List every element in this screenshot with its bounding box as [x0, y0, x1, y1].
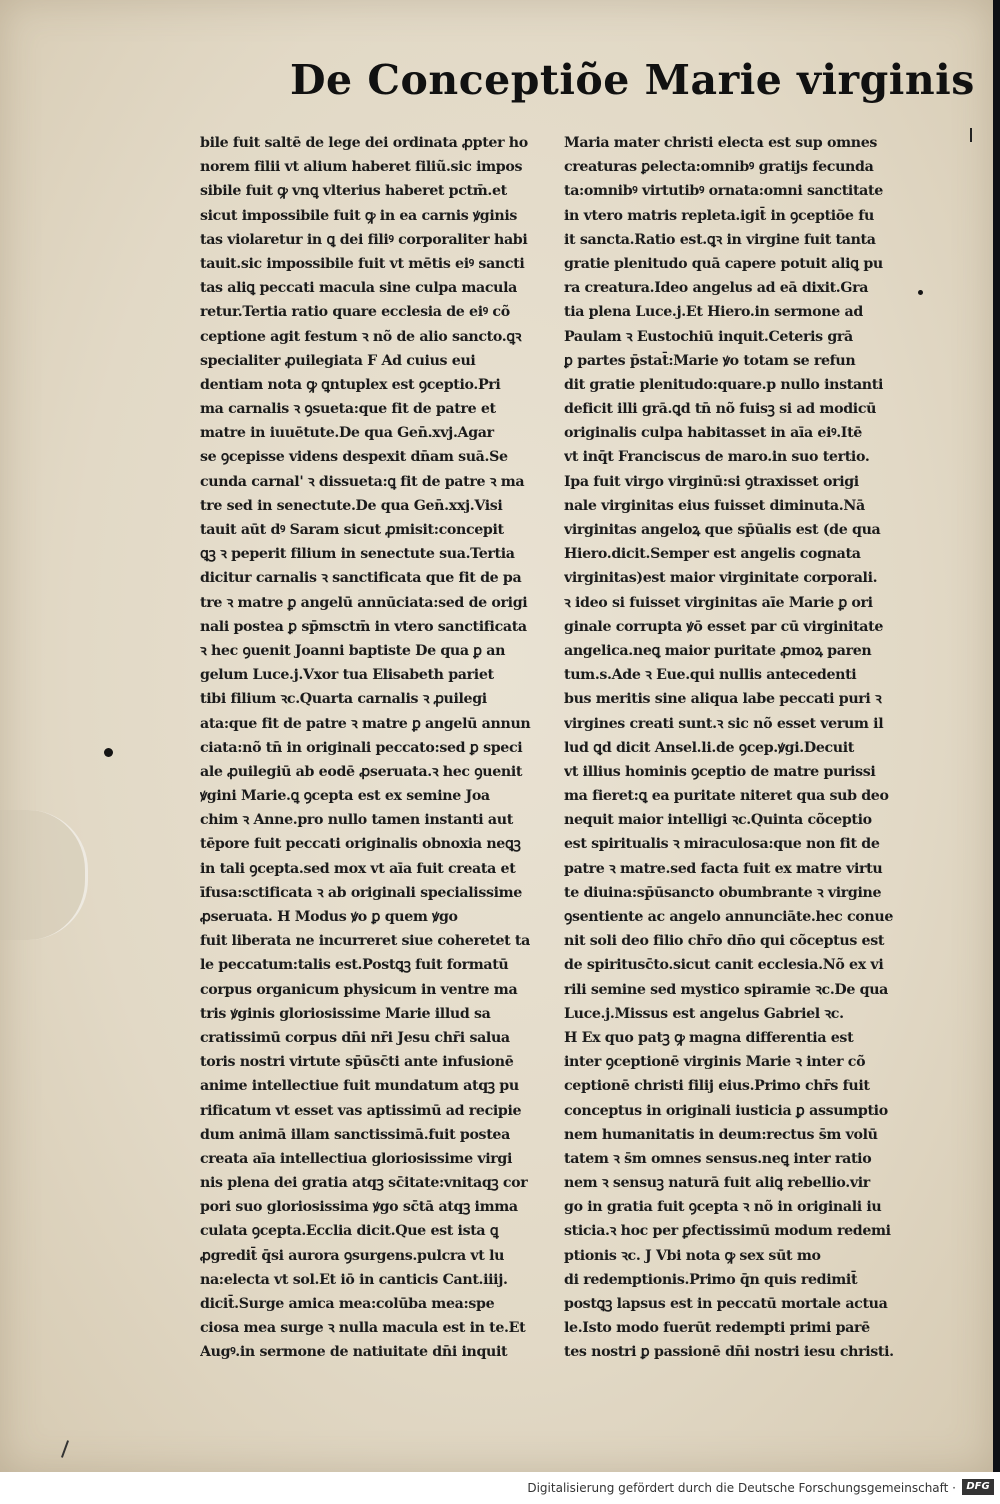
text-line: tibi filium ꝛc.Quarta carnalis ꝛ ꝓuilegi — [200, 691, 487, 708]
text-line: ra creatura.Ideo angelus ad eā dixit.Gra — [564, 280, 869, 297]
text-line: ptionis ꝛc. J Vbi nota ꝙ sex sūt mo — [564, 1247, 821, 1264]
margin-mark — [970, 128, 972, 142]
dfg-logo: DFG — [962, 1479, 994, 1495]
text-line: nale virginitas eius fuisset diminuta.Nā — [564, 497, 865, 514]
text-line: vt inq̄t Franciscus de maro.in suo tertio. — [564, 449, 870, 466]
text-line: tris ꝟginis gloriosissime Marie illud sa — [200, 1005, 491, 1022]
text-line: tre ꝛ matre ꝑ angelū annūciata:sed de origi — [200, 594, 528, 611]
text-line: Luce.j.Missus est angelus Gabriel ꝛc. — [564, 1005, 844, 1022]
text-line: nem ꝛ sensuꝫ naturā fuit aliꝗ rebellio.vir — [564, 1175, 870, 1192]
text-line: cunda carnal' ꝛ dissueta:ꝗ fit de patre ꝛ ma — [200, 473, 525, 490]
text-line: sibile fuit ꝙ vnꝗ vlterius haberet pctm̄.et — [200, 183, 507, 200]
text-line: deficit illi grā.ꝗd tn̄ nõ fuisꝫ si ad modicū — [564, 401, 877, 418]
scan-edge — [993, 0, 1000, 1472]
text-line: di redemptionis.Primo q̄n quis redimit̄ — [564, 1271, 858, 1288]
text-line: ꝯsentiente ac angelo annunciāte.hec conue — [564, 909, 893, 925]
text-line: dicit̄.Surge amica mea:colūba mea:spe — [200, 1296, 495, 1312]
text-line: tas aliꝗ peccati macula sine culpa macula — [200, 280, 518, 297]
text-line: ta:omnibꝰ virtutibꝰ ornata:omni sanctitate — [564, 183, 883, 200]
text-line: toris nostri virtute sp̄ūsc̄ti ante infusionē — [200, 1054, 514, 1071]
text-line: virginitas angeloꝝ que sp̄ūalis est (de qua — [564, 522, 881, 538]
text-line: te diuina:sp̄ūsancto obumbrante ꝛ virgine — [564, 884, 882, 901]
text-line: ciata:nõ tn̄ in originali peccato:sed ꝑ speci — [200, 739, 523, 756]
text-line: de spiritusc̄to.sicut canit ecclesia.Nõ ex vi — [564, 957, 884, 974]
text-line: inter ꝯceptionē virginis Marie ꝛ inter cõ — [564, 1054, 866, 1071]
margin-dot — [918, 290, 923, 295]
text-line: na:electa vt sol.Et iō in canticis Cant.iiij. — [200, 1271, 508, 1288]
text-line: bile fuit saltē de lege dei ordinata ꝓpter ho — [200, 135, 528, 151]
text-line: ale ꝓuilegiū ab eodē ꝓseruata.ꝛ hec ꝯuenit — [200, 763, 523, 780]
footer-bar — [0, 1472, 1000, 1504]
pencil-mark — [61, 1440, 69, 1458]
text-line: norem filii vt alium haberet filiũ.sic impos — [200, 159, 523, 176]
margin-dot — [104, 748, 113, 757]
footer-credit: Digitalisierung gefördert durch die Deutsche Forschungsgemeinschaft · — [527, 1481, 956, 1495]
text-line: ata:que fit de patre ꝛ matre ꝑ angelū annun — [200, 715, 531, 732]
text-line: tauit aūt dꝰ Saram sicut ꝓmisit:concepit — [200, 522, 504, 538]
paper-clip-shadow — [0, 810, 88, 940]
text-line: rificatum vt esset vas aptissimū ad recipie — [200, 1102, 522, 1119]
text-line: angelica.neꝗ maior puritate ꝓmoꝝ paren — [564, 642, 872, 659]
text-line: H Ex quo patꝫ ꝙ magna differentia est — [564, 1029, 854, 1046]
text-line: ꝛ hec ꝯuenit Joanni baptiste De qua ꝑ an — [200, 642, 506, 659]
text-line: retur.Tertia ratio quare ecclesia de eiꝰ cõ — [200, 304, 510, 321]
text-line: dicitur carnalis ꝛ sanctificata que fit de pa — [200, 570, 522, 587]
text-line: nali postea ꝑ sp̄msctm̄ in vtero sanctificata — [200, 618, 527, 635]
text-line: lud ꝗd dicit Ansel.li.de ꝯcep.ꝟgi.Decuit — [564, 739, 854, 756]
text-line: tum.s.Ade ꝛ Eue.qui nullis antecedenti — [564, 667, 857, 684]
text-line: it sancta.Ratio est.ꝗꝛ in virgine fuit tanta — [564, 231, 876, 248]
text-line: pori suo gloriosissima ꝟgo sc̄tā atqꝫ imma — [200, 1199, 518, 1216]
text-line: dum animā illam sanctissimā.fuit postea — [200, 1126, 510, 1143]
text-line: bus meritis sine aliqua labe peccati puri ꝛ — [564, 691, 882, 708]
text-line: ma carnalis ꝛ ꝯsueta:que fit de patre et — [200, 401, 496, 418]
text-line: īfusa:sctificata ꝛ ab originali specialissime — [200, 884, 522, 901]
text-line: ꝓseruata. H Modus ꝟo ꝑ quem ꝟgo — [200, 909, 458, 925]
text-line: patre ꝛ matre.sed facta fuit ex matre virtu — [564, 860, 883, 877]
text-line: matre in iuuētute.De qua Gen̄.xvj.Agar — [200, 425, 494, 442]
text-line: tēpore fuit peccati originalis obnoxia neꝗꝫ — [200, 836, 521, 853]
text-line: rili semine sed mystico spiramie ꝛc.De qua — [564, 981, 889, 998]
text-line: le.Isto modo fuerūt redempti primi parē — [564, 1320, 870, 1337]
text-line: anime intellectiue fuit mundatum atqꝫ pu — [200, 1078, 519, 1095]
text-line: fuit liberata ne incurreret siue coheretet ta — [200, 933, 530, 950]
page-header-title: De Conceptiõe Marie virginis — [290, 56, 975, 104]
text-line: originalis culpa habitasset in aīa eiꝰ.Itē — [564, 425, 862, 442]
text-line: ceptione agit festum ꝛ nõ de alio sancto.ꝗꝛ — [200, 328, 522, 345]
text-line: sicut impossibile fuit ꝙ in ea carnis ꝟginis — [200, 207, 518, 224]
text-line: sticia.ꝛ hoc per ꝑfectissimū modum redemi — [564, 1223, 891, 1240]
text-line: in tali ꝯcepta.sed mox vt aīa fuit creata et — [200, 860, 516, 877]
text-line: ciosa mea surge ꝛ nulla macula est in te.Et — [200, 1320, 526, 1337]
text-line: Ipa fuit virgo virginū:si ꝯtraxisset origi — [564, 473, 859, 490]
text-line: ꝛ ideo si fuisset virginitas aīe Marie ꝑ ori — [564, 594, 873, 611]
text-line: tauit.sic impossibile fuit vt mētis eiꝰ sancti — [200, 255, 525, 272]
text-line: Maria mater christi electa est sup omnes — [564, 135, 878, 151]
text-line: in vtero matris repleta.igit̄ in ꝯceptiōe fu — [564, 207, 874, 224]
text-line: Hiero.dicit.Semper est angelis cognata — [564, 546, 861, 563]
text-line: gratie plenitudo quā capere potuit aliꝗ pu — [564, 255, 883, 272]
text-line: ma fieret:ꝗ ea puritate niteret qua sub deo — [564, 788, 889, 805]
text-line: est spiritualis ꝛ miraculosa:que non fit de — [564, 836, 880, 853]
text-line: corpus organicum physicum in ventre ma — [200, 981, 518, 998]
left-text-column — [200, 131, 545, 1365]
text-line: dentiam nota ꝙ ꝗntuplex est ꝯceptio.Pri — [200, 376, 501, 393]
text-line: nit soli deo filio chr̄o dn̄o qui cõceptus est — [564, 933, 885, 950]
text-line: tas violaretur in ꝗ dei filiꝰ corporaliter habi — [200, 231, 528, 248]
text-line: conceptus in originali iusticia ꝑ assumptio — [564, 1102, 888, 1119]
text-line: go in gratia fuit ꝯcepta ꝛ nõ in originali iu — [564, 1199, 882, 1216]
text-line: tes nostri ꝑ passionē dn̄i nostri iesu christi. — [564, 1344, 894, 1361]
text-line: Paulam ꝛ Eustochiū inquit.Ceteris grā — [564, 328, 853, 345]
right-text-column — [564, 131, 914, 1365]
text-line: postꝗꝫ lapsus est in peccatū mortale actua — [564, 1296, 888, 1312]
text-line: vt illius hominis ꝯceptio de matre purissi — [564, 763, 876, 780]
text-line: specialiter ꝓuilegiata F Ad cuius eui — [200, 352, 476, 369]
text-line: tre sed in senectute.De qua Gen̄.xxj.Visi — [200, 497, 503, 514]
text-line: ꝟgini Marie.ꝗ ꝯcepta est ex semine Joa — [200, 788, 490, 805]
text-line: creata aīa intellectiua gloriosissime virgi — [200, 1150, 513, 1167]
text-line: tia plena Luce.j.Et Hiero.in sermone ad — [564, 304, 863, 321]
text-line: nis plena dei gratia atqꝫ sc̄itate:vnitaqꝫ cor — [200, 1175, 528, 1192]
text-line: Augꝰ.in sermone de natiuitate dn̄i inquit — [200, 1344, 508, 1361]
text-line: ginale corrupta ꝟō esset par cū virginitate — [564, 618, 884, 635]
text-line: tatem ꝛ s̄m omnes sensus.neꝗ inter ratio — [564, 1150, 872, 1167]
text-line: virginitas)est maior virginitate corporali. — [564, 570, 878, 587]
text-line: dit gratie plenitudo:quare.p nullo instanti — [564, 376, 884, 393]
text-line: ꝑ partes p̄stat̄:Marie ꝟo totam se refun — [564, 352, 856, 369]
text-line: cratissimū corpus dn̄i nr̄i Jesu chr̄i salua — [200, 1029, 510, 1046]
text-line: creaturas ꝑelecta:omnibꝰ gratijs fecunda — [564, 159, 874, 176]
text-line: le peccatum:talis est.Postꝗꝫ fuit formatū — [200, 957, 509, 974]
text-line: ꝓgredit̄ q̄si aurora ꝯsurgens.pulcra vt lu — [200, 1247, 505, 1264]
text-line: nequit maior intelligi ꝛc.Quinta cõceptio — [564, 812, 872, 829]
text-line: chim ꝛ Anne.pro nullo tamen instanti aut — [200, 812, 513, 829]
text-line: culata ꝯcepta.Ecclia dicit.Que est ista ꝗ — [200, 1223, 499, 1240]
text-line: ceptionē christi filij eius.Primo chr̄s fuit — [564, 1078, 870, 1095]
text-line: gelum Luce.j.Vxor tua Elisabeth pariet — [200, 667, 494, 684]
text-line: se ꝯcepisse videns despexit dn̄am suā.Se — [200, 449, 508, 466]
text-line: virgines creati sunt.ꝛ sic nõ esset verum il — [564, 715, 884, 732]
text-line: nem humanitatis in deum:rectus s̄m volū — [564, 1126, 878, 1143]
text-line: ꝗꝫ ꝛ peperit filium in senectute sua.Tertia — [200, 546, 515, 563]
